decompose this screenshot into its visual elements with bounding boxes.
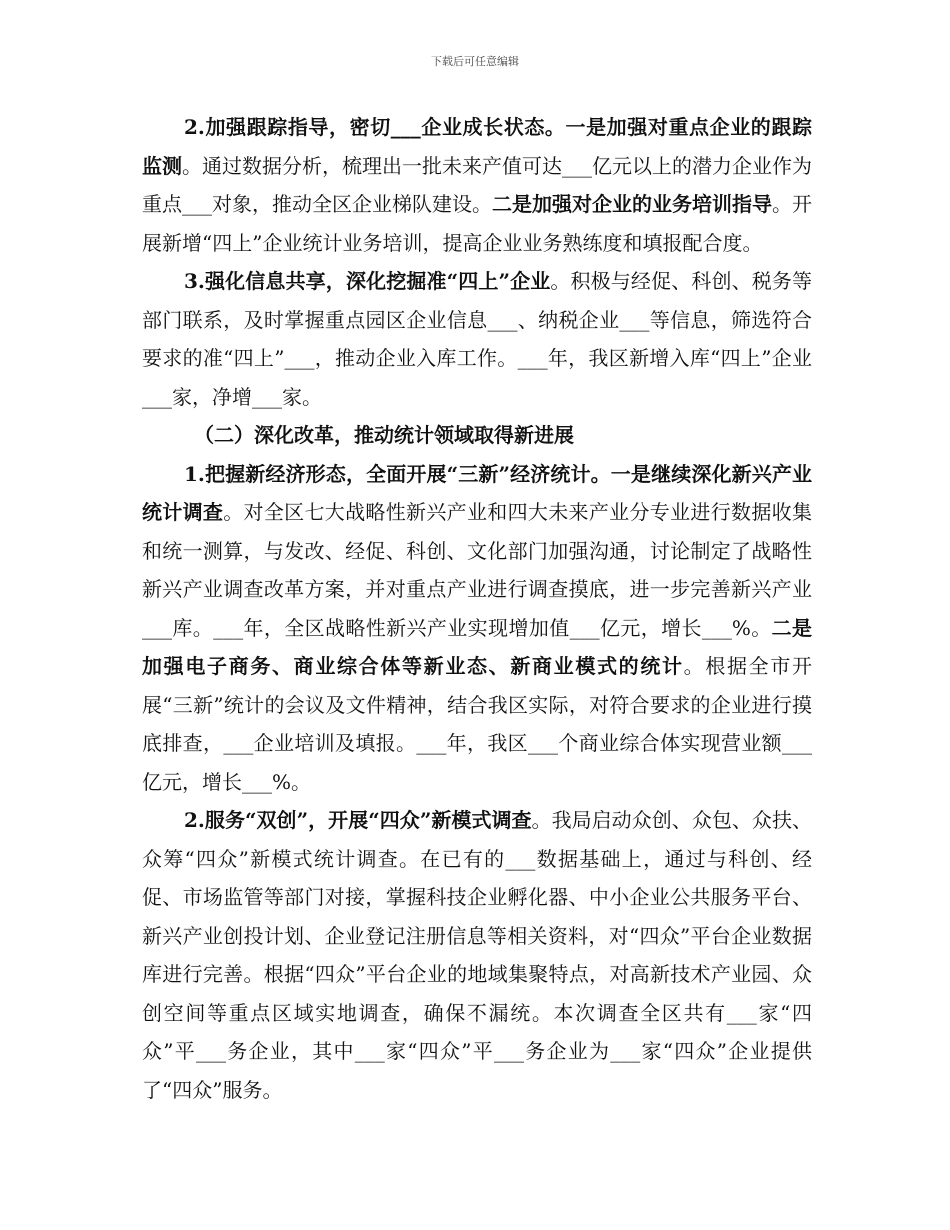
document-body <box>142 108 812 1109</box>
bold-lead-text: 2.加强跟踪指导，密切___企业成长状态。一是加强对重点企业的跟踪监测 <box>142 115 812 178</box>
body-text: 。开展新增“四上”企业统计业务培训，提高企业业务熟练度和填报配合度。 <box>142 192 812 255</box>
body-text: 。我局启动众创、众包、众扶、众筹“四众”新模式统计调查。在已有的___数据基础上，通过与科创、经促、市场监管等部门对接，掌握科技企业孵化器、中小企业公共服务平台、新兴产业创投计划、企业登记注册信息等相关资料，对“四众”平台企业数据库进行完善。根据“四众”平台企业的地域集聚特点，对高新技术产业园、众创空间等重点区域实地调查，确保不漏统。本次调查全区共有___家“四众”平___务企业，其中___家“四众”平___务企业为___家“四众”企业提供了“四众”服务。 <box>142 808 812 1102</box>
paragraph-new-economy <box>142 455 812 802</box>
body-text: 。通过数据分析，梳理出一批未来产值可达___亿元以上的潜力企业作为重点___对象，推动全区企业梯队建设。 <box>142 153 812 216</box>
bold-lead-text: 二是加强对企业的业务培训指导 <box>492 192 772 216</box>
paragraph-four-crowd-survey <box>142 801 812 1109</box>
section-heading: （二）深化改革，推动统计领域取得新进展 <box>194 423 574 447</box>
page-header: 下载后可任意编辑 <box>431 55 519 68</box>
paragraph-information-sharing <box>142 262 812 416</box>
body-text: 。积极与经促、科创、税务等部门联系，及时掌握重点园区企业信息___、纳税企业___等信息，筛选符合要求的准“四上”___，推动企业入库工作。___年，我区新增入库“四上”企业___家，净增___家。 <box>142 269 812 409</box>
bold-lead-text: 3.强化信息共享，深化挖掘准“四上”企业 <box>184 269 551 293</box>
bold-lead-text: 1.把握新经济形态，全面开展“三新”经济统计。一是继续深化新兴产业统计调查 <box>142 461 812 524</box>
body-text: 。根据全市开展“三新”统计的会议及文件精神，结合我区实际，对符合要求的企业进行摸底排查，___企业培训及填报。___年，我区___个商业综合体实现营业额___亿元，增长___%。 <box>142 654 813 794</box>
paragraph-tracking-guidance <box>142 108 812 262</box>
bold-lead-text: 二是加强电子商务、商业综合体等新业态、新商业模式的统计 <box>142 615 812 678</box>
bold-lead-text: 2.服务“双创”，开展“四众”新模式调查 <box>184 808 532 832</box>
body-text: 。对全区七大战略性新兴产业和四大未来产业分专业进行数据收集和统一测算，与发改、经促、科创、文化部门加强沟通，讨论制定了战略性新兴产业调查改革方案，并对重点产业进行调查摸底，进一步完善新兴产业___库。___年，全区战略性新兴产业实现增加值___亿元，增长___%。 <box>142 500 812 640</box>
